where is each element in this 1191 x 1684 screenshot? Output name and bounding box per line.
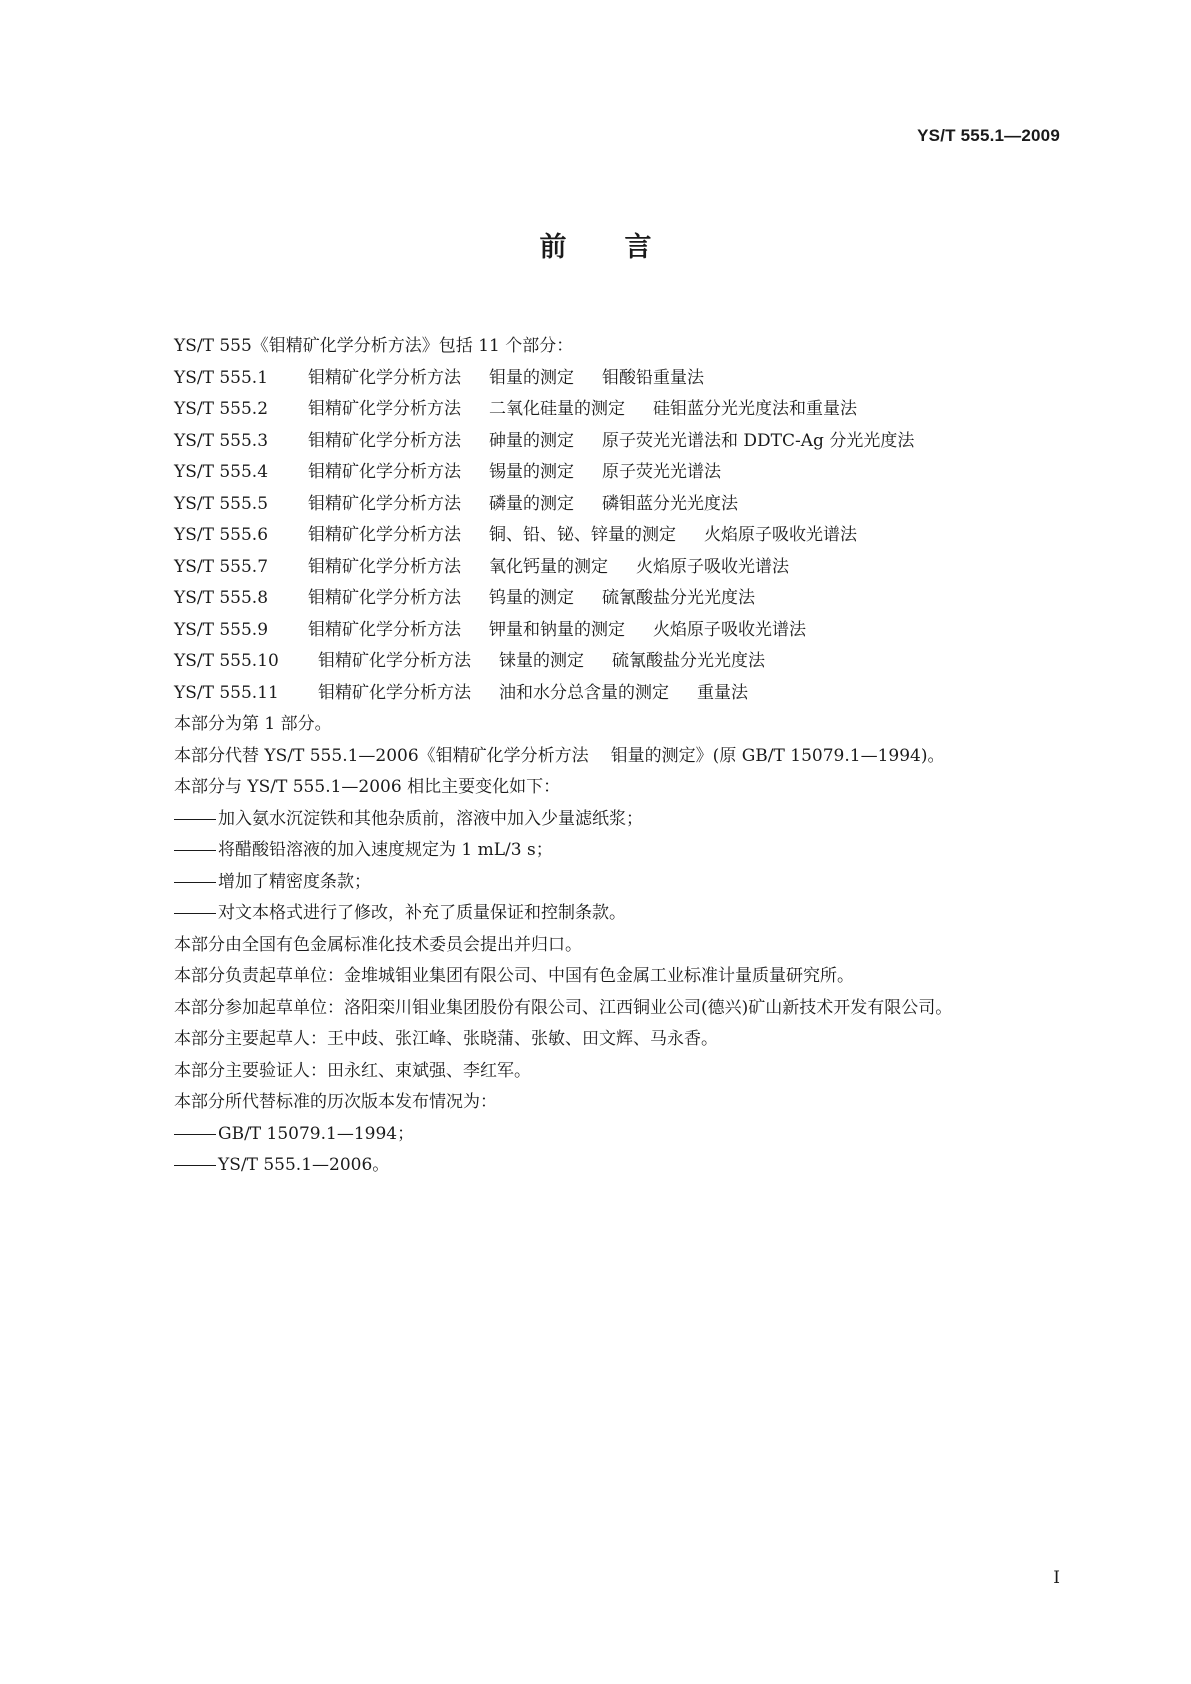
- title-char-1: 前: [539, 232, 567, 263]
- parts-list: [133, 363, 1061, 710]
- part-code: YS/T 555.7: [174, 556, 269, 577]
- part-series: 钼精矿化学分析方法: [308, 525, 461, 545]
- part-series: 钼精矿化学分析方法: [308, 399, 461, 419]
- part-method: 原子荧光光谱法: [602, 462, 721, 482]
- history-intro: 本部分所代替标准的历次版本发布情况为：: [174, 1092, 497, 1112]
- intro-paragraph: YS/T 555《钼精矿化学分析方法》包括 11 个部分：: [174, 336, 574, 356]
- dash-marker: [174, 819, 216, 820]
- part-code: YS/T 555.10: [174, 651, 279, 671]
- part-series: 钼精矿化学分析方法: [308, 462, 461, 482]
- part-series: 钼精矿化学分析方法: [308, 588, 461, 608]
- part-item: [133, 426, 1061, 458]
- replaces-text-a: 本部分代替 YS/T 555.1—2006《钼精矿化学分析方法: [174, 745, 589, 766]
- part-item-name: 铜、铅、铋、锌量的测定: [489, 525, 676, 545]
- part-series: 钼精矿化学分析方法: [318, 682, 471, 703]
- dash-marker: [174, 1134, 216, 1135]
- dash-marker: [174, 913, 216, 914]
- drafters-paragraph: 本部分主要起草人：王中歧、张江峰、张晓蒲、张敏、田文辉、马永香。: [174, 1029, 718, 1049]
- part-method: 硫氰酸盐分光光度法: [612, 651, 765, 671]
- part-item-name: 钼量的测定: [489, 367, 574, 388]
- part-item-name: 锡量的测定: [489, 462, 574, 482]
- part-code: YS/T 555.3: [174, 430, 269, 451]
- part-code: YS/T 555.1: [174, 367, 269, 388]
- part-method: 原子荧光光谱法和 DDTC-Ag 分光光度法: [602, 430, 915, 451]
- standard-code: YS/T 555.1—2009: [917, 126, 1060, 145]
- drafted-by-paragraph: 本部分负责起草单位：金堆城钼业集团有限公司、中国有色金属工业标准计量质量研究所。: [174, 966, 854, 986]
- part-code: YS/T 555.4: [174, 462, 269, 482]
- part-code: YS/T 555.2: [174, 399, 269, 419]
- history-text: YS/T 555.1—2006。: [218, 1155, 390, 1175]
- part-method: 火焰原子吸收光谱法: [636, 556, 789, 577]
- part-item: [133, 394, 1061, 426]
- part-method: 磷钼蓝分光光度法: [602, 493, 738, 514]
- part-item: [133, 457, 1061, 489]
- part-item: [133, 520, 1061, 552]
- change-item: [133, 898, 1061, 930]
- change-text: 将醋酸铅溶液的加入速度规定为 1 mL/3 s；: [218, 840, 553, 860]
- dash-marker: [174, 850, 216, 851]
- part-item-name: 磷量的测定: [489, 493, 574, 514]
- part-item: [133, 678, 1061, 710]
- part-series: 钼精矿化学分析方法: [318, 651, 471, 671]
- part-code: YS/T 555.5: [174, 493, 269, 514]
- history-list: [133, 1119, 1061, 1182]
- part-code: YS/T 555.11: [174, 682, 279, 703]
- part-item-name: 钾量和钠量的测定: [489, 619, 625, 640]
- part-method: 火焰原子吸收光谱法: [704, 525, 857, 545]
- part-series: 钼精矿化学分析方法: [308, 367, 461, 388]
- part-series: 钼精矿化学分析方法: [308, 493, 461, 514]
- verifiers-paragraph: 本部分主要验证人：田永红、束斌强、李红军。: [174, 1060, 531, 1081]
- change-text: 增加了精密度条款；: [218, 871, 371, 892]
- part-item-name: 钨量的测定: [489, 588, 574, 608]
- part-series: 钼精矿化学分析方法: [308, 430, 461, 451]
- part-code: YS/T 555.6: [174, 525, 269, 545]
- part-method: 火焰原子吸收光谱法: [653, 619, 806, 640]
- part-item: [133, 552, 1061, 584]
- dash-marker: [174, 882, 216, 883]
- part-item-name: 氧化钙量的测定: [489, 556, 608, 577]
- change-item: [133, 835, 1061, 867]
- part-item: [133, 489, 1061, 521]
- change-text: 加入氨水沉淀铁和其他杂质前，溶液中加入少量滤纸浆；: [218, 808, 643, 829]
- this-part-paragraph: 本部分为第 1 部分。: [174, 714, 332, 734]
- part-series: 钼精矿化学分析方法: [308, 556, 461, 577]
- part-item: [133, 363, 1061, 395]
- part-item-name: 二氧化硅量的测定: [489, 399, 625, 419]
- part-item-name: 油和水分总含量的测定: [499, 682, 669, 703]
- part-item-name: 铼量的测定: [499, 651, 584, 671]
- part-code: YS/T 555.9: [174, 619, 269, 640]
- history-item: [133, 1150, 1061, 1182]
- part-code: YS/T 555.8: [174, 588, 269, 608]
- change-text: 对文本格式进行了修改，补充了质量保证和控制条款。: [218, 903, 626, 923]
- dash-marker: [174, 1165, 216, 1166]
- proposed-by-paragraph: 本部分由全国有色金属标准化技术委员会提出并归口。: [174, 934, 582, 955]
- part-method: 硫氰酸盐分光光度法: [602, 588, 755, 608]
- change-item: [133, 804, 1061, 836]
- part-item: [133, 583, 1061, 615]
- part-series: 钼精矿化学分析方法: [308, 619, 461, 640]
- document-body: [133, 331, 1061, 1182]
- replaces-paragraph: [133, 741, 1061, 773]
- title-char-2: 言: [624, 232, 652, 263]
- part-method: 硅钼蓝分光光度法和重量法: [653, 399, 857, 419]
- replaces-text-b: 钼量的测定》(原 GB/T 15079.1—1994)。: [610, 745, 945, 766]
- part-item-name: 砷量的测定: [489, 430, 574, 451]
- part-item: [133, 646, 1061, 678]
- page-title: [0, 232, 1191, 264]
- part-method: 重量法: [697, 682, 748, 703]
- history-text: GB/T 15079.1—1994；: [218, 1123, 415, 1144]
- changes-intro: 本部分与 YS/T 555.1—2006 相比主要变化如下：: [174, 777, 561, 797]
- change-item: [133, 867, 1061, 899]
- changes-list: [133, 804, 1061, 930]
- part-method: 钼酸铅重量法: [602, 367, 704, 388]
- co-drafted-by-paragraph: 本部分参加起草单位：洛阳栾川钼业集团股份有限公司、江西铜业公司(德兴)矿山新技术开发有限公司。: [174, 997, 953, 1018]
- history-item: [133, 1119, 1061, 1151]
- part-item: [133, 615, 1061, 647]
- page-number: I: [1053, 1568, 1060, 1588]
